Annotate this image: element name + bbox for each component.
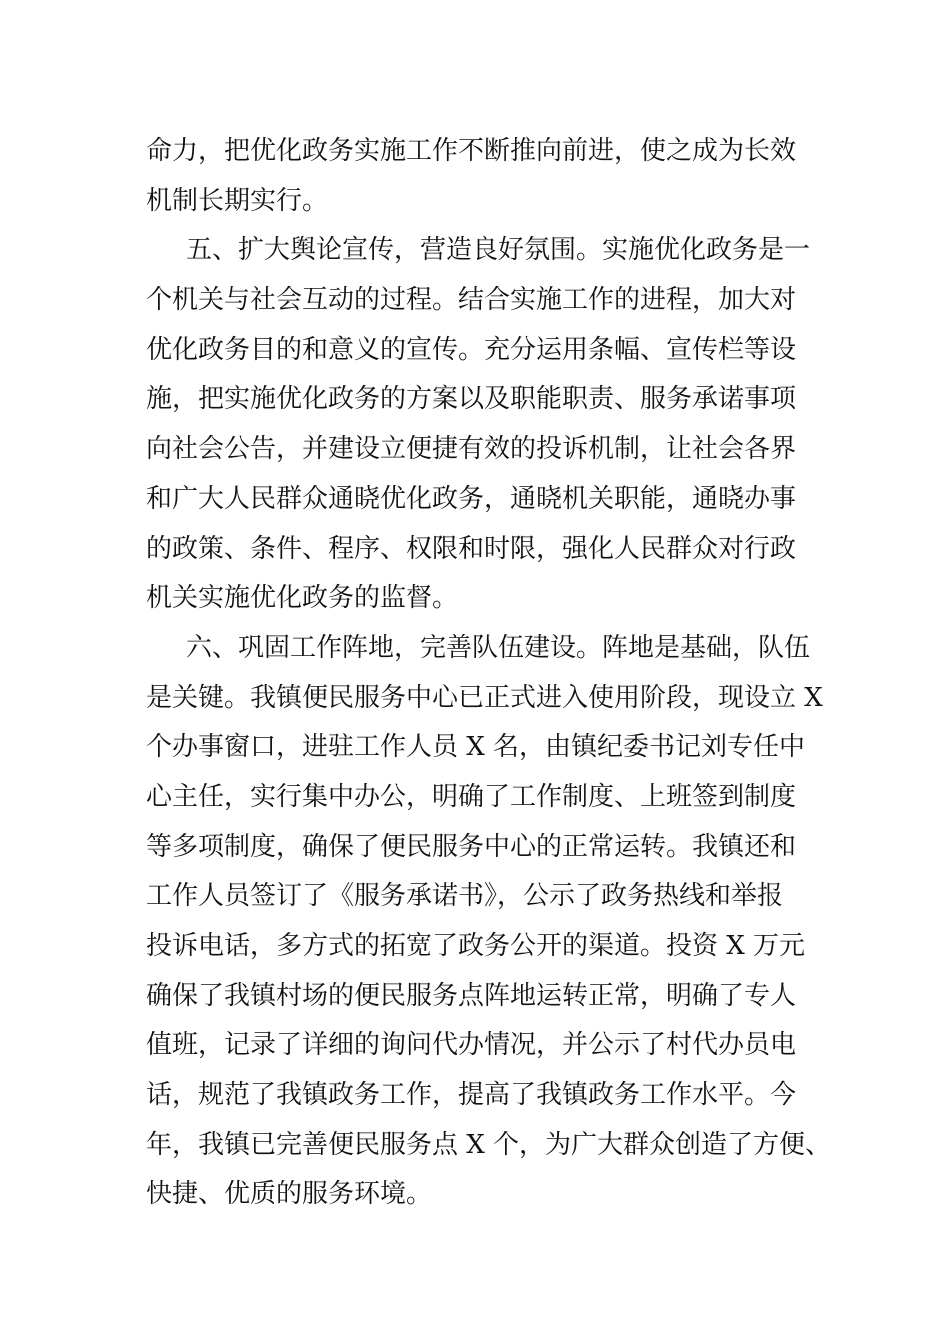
text-line: 个机关与社会互动的过程。结合实施工作的进程，加大对: [146, 285, 797, 316]
text-line: 年，我镇已完善便民服务点 X 个，为广大群众创造了方便、: [146, 1129, 832, 1160]
text-line: 施，把实施优化政务的方案以及职能职责、服务承诺事项: [146, 384, 797, 415]
text-line: 心主任，实行集中办公，明确了工作制度、上班签到制度: [146, 781, 797, 812]
text-line: 工作人员签订了《服务承诺书》，公示了政务热线和举报: [146, 881, 784, 912]
text-line: 话，规范了我镇政务工作，提高了我镇政务工作水平。今: [146, 1080, 797, 1111]
section-six-heading-line: 六、巩固工作阵地，完善队伍建设。阵地是基础，队伍: [186, 632, 811, 663]
document-body: [146, 127, 832, 1220]
text-line: 快捷、优质的服务环境。: [146, 1179, 433, 1210]
text-line: 投诉电话，多方式的拓宽了政务公开的渠道。投资 X 万元: [146, 931, 806, 961]
text-line: 向社会公告，并建设立便捷有效的投诉机制，让社会各界: [146, 434, 797, 465]
text-line: 机关实施优化政务的监督。: [146, 583, 459, 614]
text-line: 优化政务目的和意义的宣传。充分运用条幅、宣传栏等设: [146, 334, 797, 365]
text-line: 确保了我镇村场的便民服务点阵地运转正常，明确了专人: [146, 980, 797, 1011]
text-line: 值班，记录了详细的询问代办情况，并公示了村代办员电: [146, 1030, 797, 1061]
text-line: 等多项制度，确保了便民服务中心的正常运转。我镇还和: [146, 831, 797, 862]
text-line: 的政策、条件、程序、权限和时限，强化人民群众对行政: [146, 533, 797, 564]
text-line: 个办事窗口，进驻工作人员 X 名，由镇纪委书记刘专任中: [146, 732, 806, 763]
text-line: 是关键。我镇便民服务中心已正式进入使用阶段，现设立 X: [146, 682, 823, 713]
text-line: 机制长期实行。: [146, 185, 329, 216]
section-five-heading-line: 五、扩大舆论宣传，营造良好氛围。实施优化政务是一: [186, 235, 811, 266]
text-line: 和广大人民群众通晓优化政务，通晓机关职能，通晓办事: [146, 483, 797, 514]
text-line: 命力，把优化政务实施工作不断推向前进，使之成为长效: [146, 136, 797, 166]
